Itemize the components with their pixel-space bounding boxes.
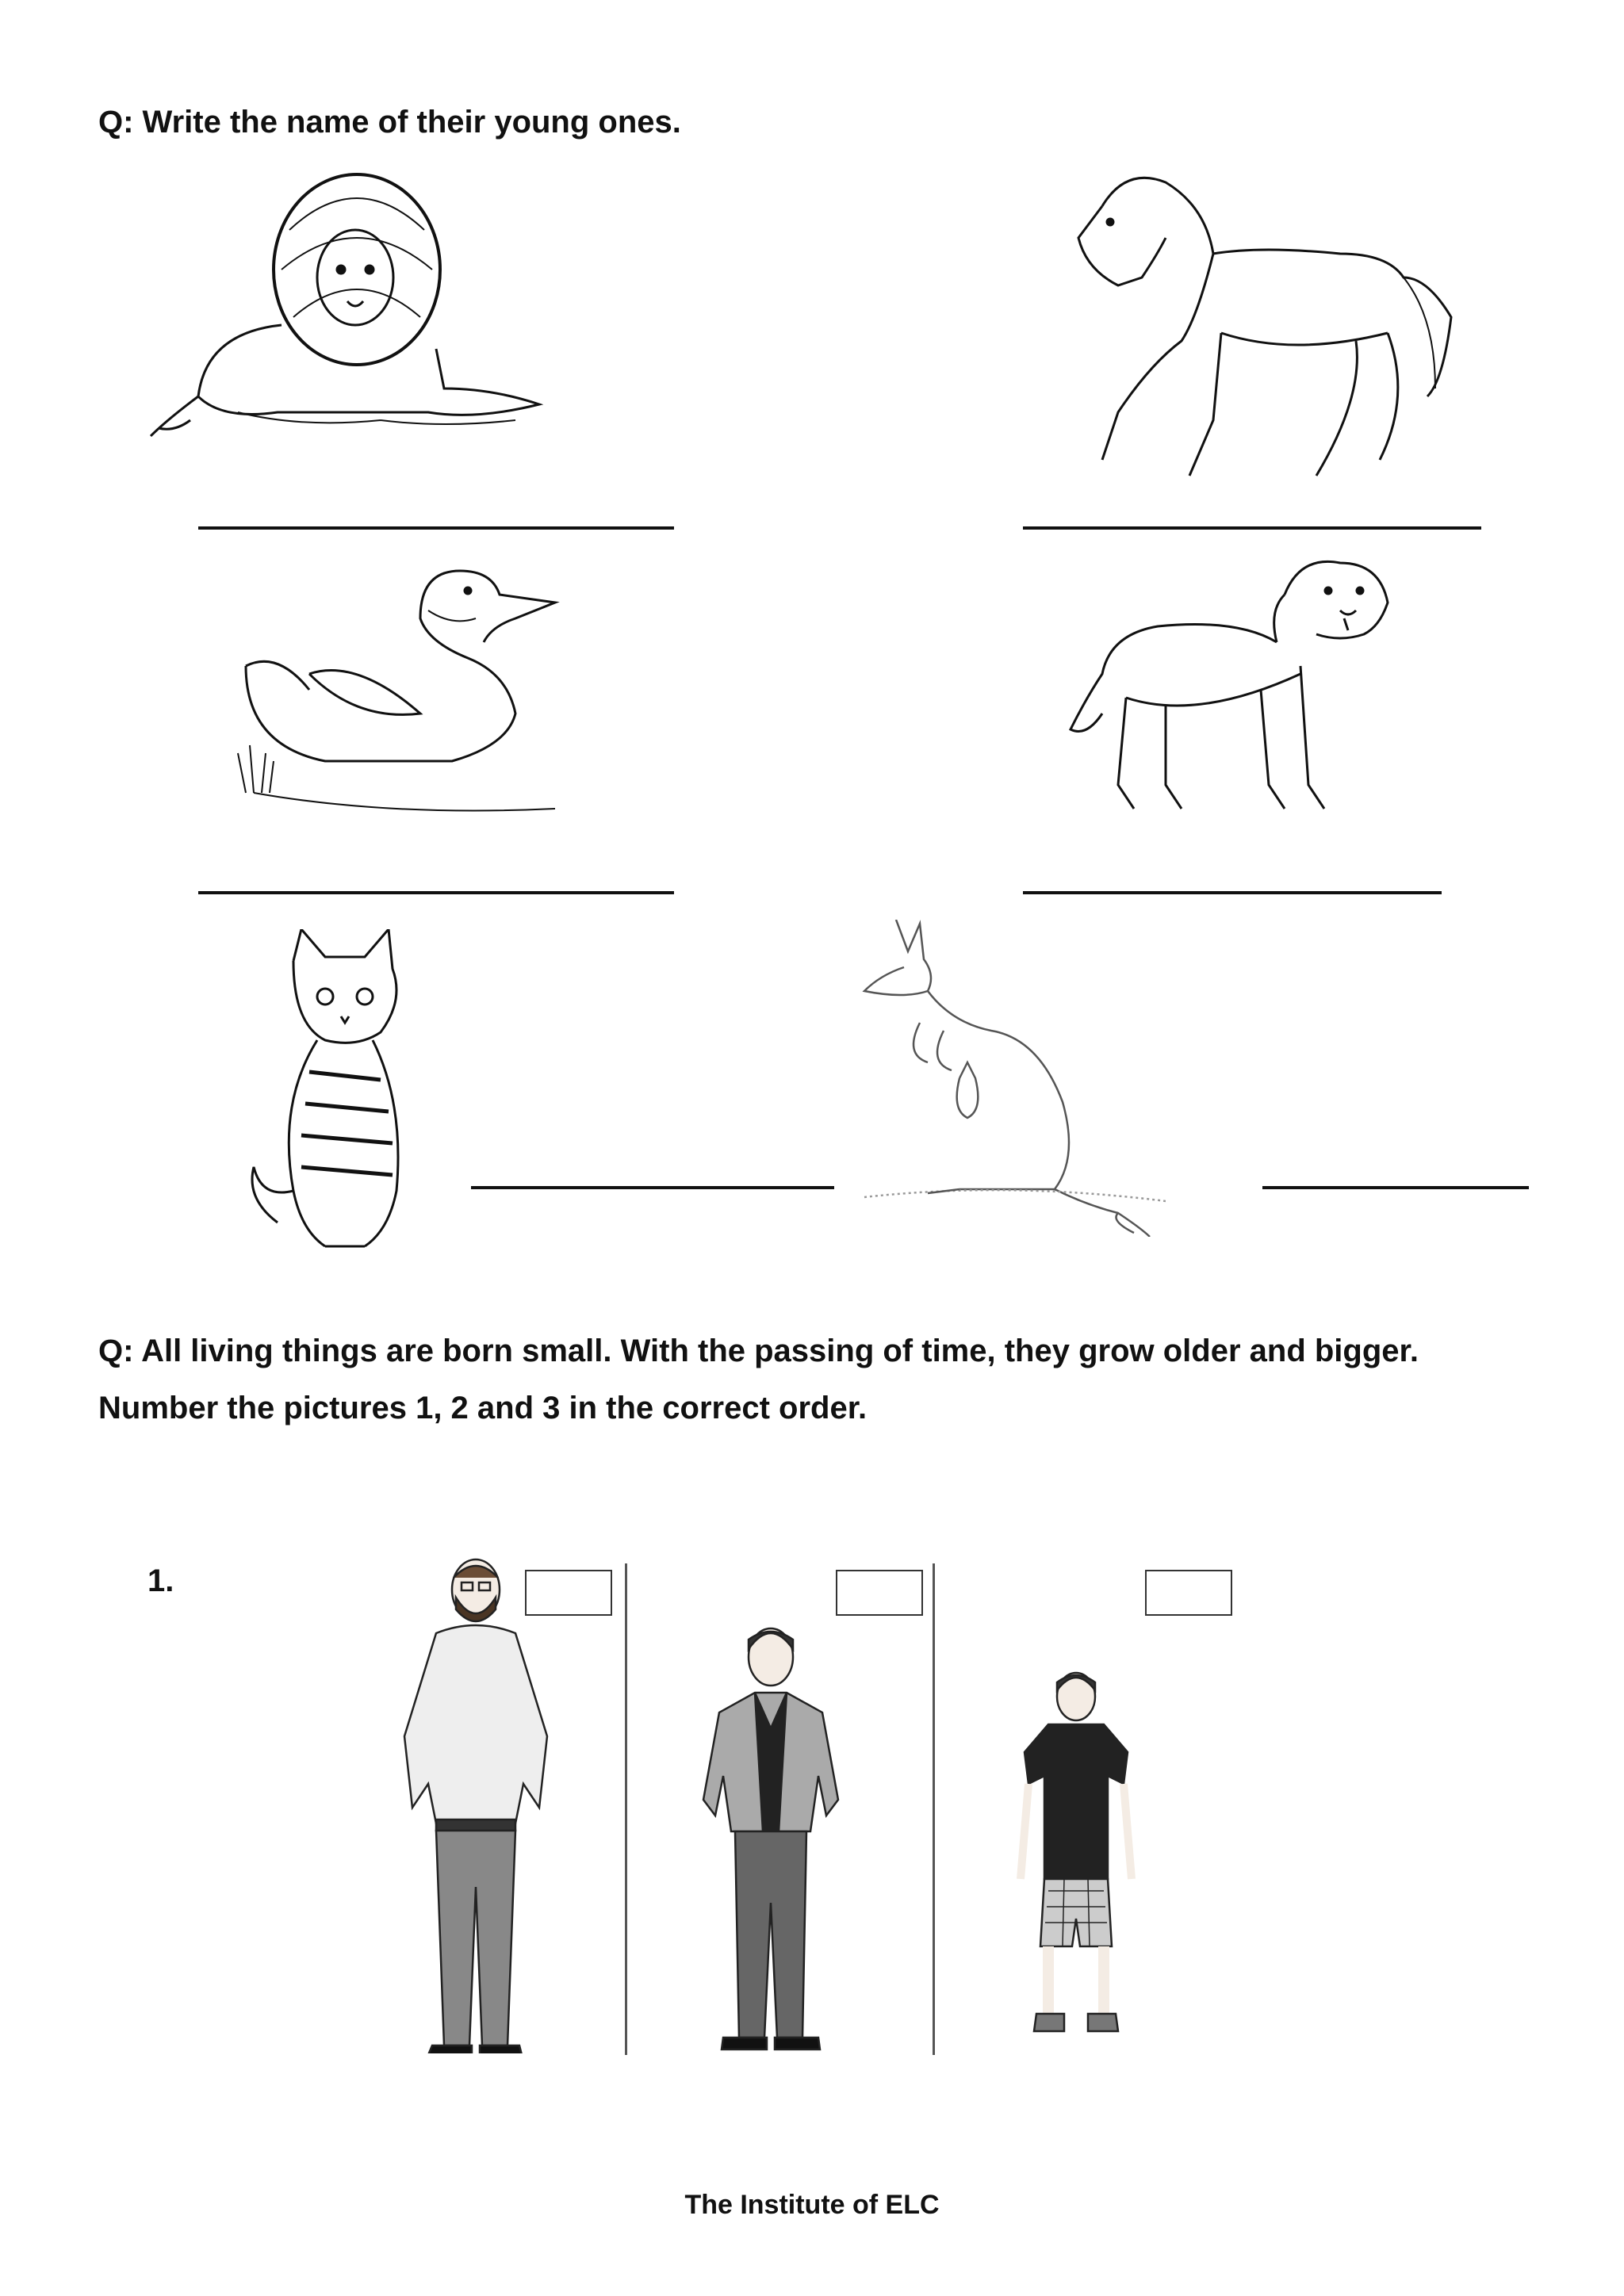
answer-line-cat[interactable] xyxy=(471,1186,834,1189)
duck-icon xyxy=(230,555,571,825)
answer-line-duck[interactable] xyxy=(198,891,674,894)
question-2-prompt-line-1: Q: All living things are born small. With the passing of time, they grow older and bigger. xyxy=(98,1334,1419,1368)
dog-icon xyxy=(1063,547,1411,825)
adult-man-icon xyxy=(389,1554,563,2053)
answer-line-kangaroo[interactable] xyxy=(1262,1186,1529,1189)
column-divider-2 xyxy=(933,1563,935,2055)
answer-line-lion[interactable] xyxy=(198,526,674,530)
column-divider-1 xyxy=(625,1563,627,2055)
teenage-boy-icon xyxy=(691,1617,850,2053)
item-number: 1. xyxy=(147,1563,174,1598)
order-box-child[interactable] xyxy=(1145,1570,1232,1616)
kangaroo-icon xyxy=(848,920,1166,1237)
horse-icon xyxy=(1055,159,1467,492)
question-2-prompt-line-2: Number the pictures 1, 2 and 3 in the correct order. xyxy=(98,1391,868,1425)
answer-line-horse[interactable] xyxy=(1023,526,1481,530)
order-box-adult[interactable] xyxy=(525,1570,612,1616)
cat-icon xyxy=(246,929,436,1261)
lion-icon xyxy=(143,159,571,460)
order-box-teen[interactable] xyxy=(836,1570,923,1616)
footer-institute-name: The Institute of ELC xyxy=(684,2190,940,2220)
answer-line-dog[interactable] xyxy=(1023,891,1442,894)
young-boy-icon xyxy=(1017,1665,1136,2038)
question-1-prompt: Q: Write the name of their young ones. xyxy=(98,105,681,140)
